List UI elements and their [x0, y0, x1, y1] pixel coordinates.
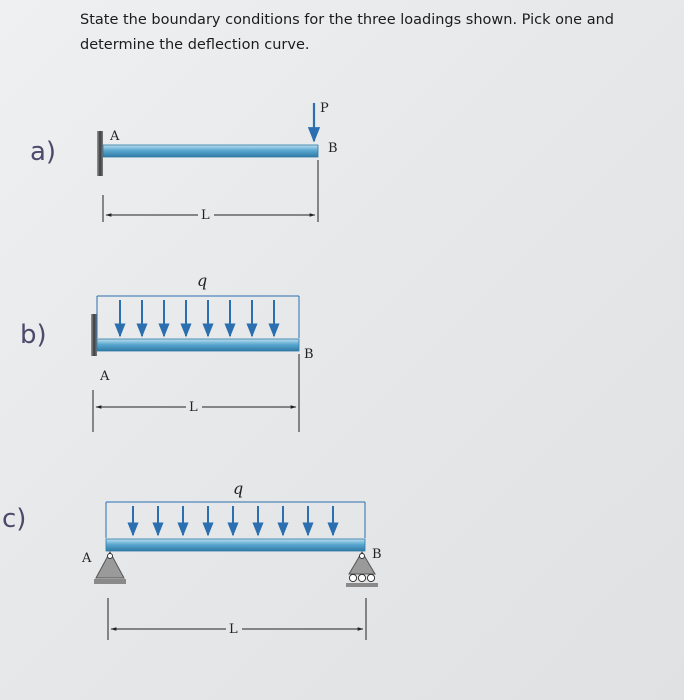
figure-c [81, 479, 382, 640]
handwritten-label-a: a) [30, 137, 57, 167]
label-b-load: q [197, 271, 208, 290]
fixed-wall-a [97, 131, 103, 176]
label-c-point-b: B [372, 547, 382, 562]
figure-b [91, 271, 314, 432]
dist-load-arrows-b [120, 300, 274, 336]
problem-statement: State the boundary conditions for the three loadings shown. Pick one and determine the deflection curve. [80, 12, 614, 53]
label-b-point-a: A [100, 369, 110, 384]
fixed-wall-b [91, 314, 97, 356]
label-a-length: L [201, 208, 210, 223]
label-b-point-b: B [304, 347, 314, 362]
label-a-point-b: B [328, 141, 338, 156]
label-b-length: L [189, 400, 198, 415]
handwritten-label-b: b) [20, 320, 47, 350]
label-c-length: L [229, 622, 238, 637]
beam-c [106, 539, 365, 551]
label-a-point-a: A [110, 129, 120, 144]
beam-b [97, 339, 299, 351]
label-c-load: q [233, 479, 244, 498]
pin-support-a [94, 552, 126, 584]
label-a-load: P [320, 101, 329, 116]
label-c-point-a: A [82, 551, 92, 566]
dist-load-arrows-c [133, 506, 333, 535]
handwritten-label-c: c) [2, 504, 27, 534]
figure-a [97, 101, 338, 223]
beam-a [103, 145, 318, 157]
